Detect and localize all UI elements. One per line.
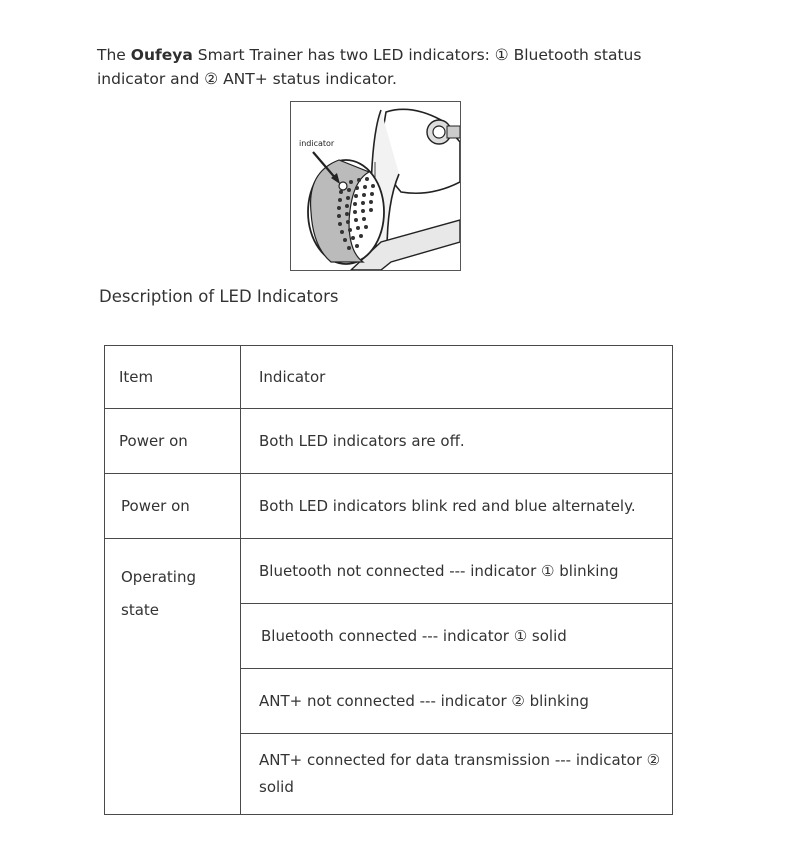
header-item: Item bbox=[119, 368, 154, 386]
item-cell bbox=[105, 409, 241, 474]
table-header-row bbox=[105, 346, 673, 409]
indicator-label: indicator bbox=[299, 139, 335, 148]
table-row bbox=[105, 539, 673, 604]
header-indicator-cell bbox=[241, 346, 673, 409]
header-indicator: Indicator bbox=[259, 368, 326, 386]
item-text: Operating state bbox=[121, 568, 196, 619]
indicator-text: Bluetooth not connected --- indicator ① blinking bbox=[259, 562, 619, 580]
intro-rest: Smart Trainer has two LED indicators: ① Bluetooth status indicator and ② ANT+ status indicator. bbox=[97, 46, 642, 88]
indicator-text: Bluetooth connected --- indicator ① solid bbox=[261, 627, 567, 645]
indicator-cell bbox=[241, 669, 673, 734]
intro-prefix: The bbox=[97, 46, 131, 64]
indicator-cell bbox=[241, 604, 673, 669]
led-indicator-icon bbox=[339, 182, 347, 190]
trainer-drawing bbox=[291, 102, 460, 270]
led-indicator-table bbox=[104, 345, 673, 815]
indicator-cell bbox=[241, 409, 673, 474]
intro-paragraph bbox=[97, 43, 657, 91]
section-title: Description of LED Indicators bbox=[99, 287, 339, 306]
indicator-text: Both LED indicators blink red and blue alternately. bbox=[259, 497, 636, 515]
table-row bbox=[105, 409, 673, 474]
item-cell-operating-state bbox=[105, 539, 241, 815]
indicator-cell bbox=[241, 734, 673, 815]
table-row bbox=[105, 474, 673, 539]
indicator-cell bbox=[241, 474, 673, 539]
item-cell bbox=[105, 474, 241, 539]
item-text: Power on bbox=[121, 497, 190, 515]
indicator-text: ANT+ connected for data transmission --- indicator ② solid bbox=[259, 751, 661, 796]
indicator-cell bbox=[241, 539, 673, 604]
item-text: Power on bbox=[119, 432, 188, 450]
trainer-illustration bbox=[290, 101, 461, 271]
brand-name: Oufeya bbox=[130, 46, 193, 64]
indicator-text: ANT+ not connected --- indicator ② blinking bbox=[259, 692, 589, 710]
header-item-cell bbox=[105, 346, 241, 409]
indicator-text: Both LED indicators are off. bbox=[259, 432, 465, 450]
